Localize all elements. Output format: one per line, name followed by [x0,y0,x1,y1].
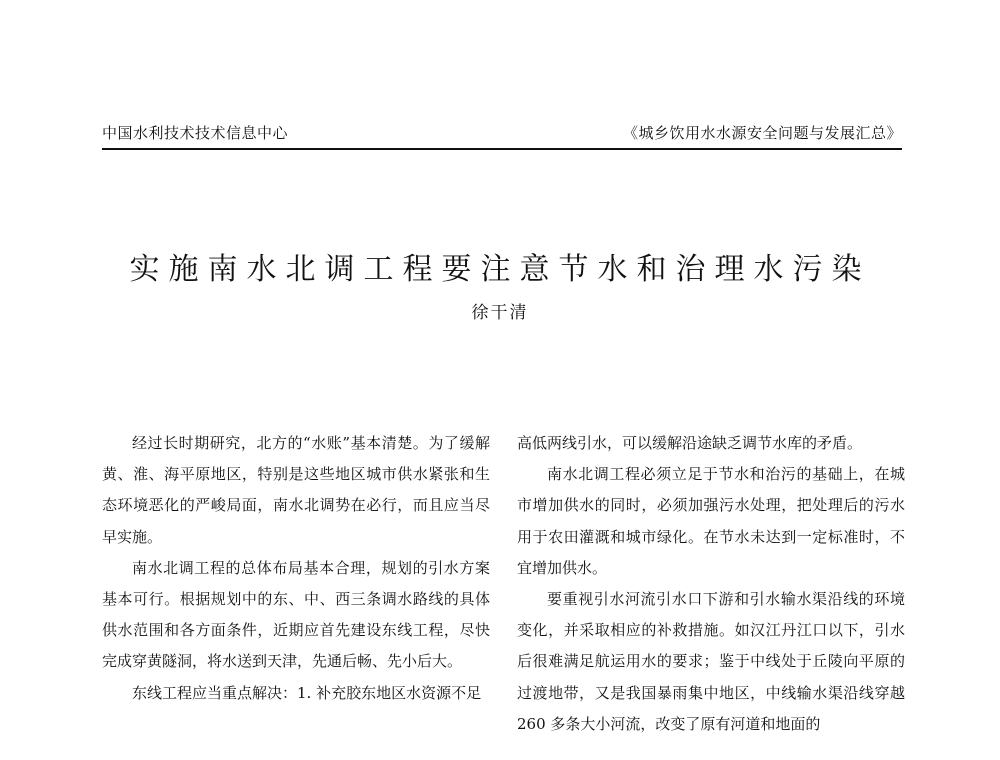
header-publication-title: 《城乡饮用水水源安全问题与发展汇总》 [622,124,902,142]
running-header [102,122,902,150]
paragraph: 要重视引水河流引水口下游和引水输水渠沿线的环境变化，并采取相应的补救措施。如汉江丹江口以下，引水后很难满足航运用水的要求；鉴于中线处于丘陵向平原的过渡地带，又是我国暴雨集中地区，中线输水渠沿线穿越 260 多条大小河流，改变了原有河道和地面的 [517,590,905,733]
paragraph: 经过长时期研究，北方的“水账”基本清楚。为了缓解黄、淮、海平原地区，特别是这些地区城市供水紧张和生态环境恶化的严峻局面，南水北调势在必行，而且应当尽早实施。 [102,434,490,546]
paragraph: 南水北调工程的总体布局基本合理，规划的引水方案基本可行。根据规划中的东、中、西三条调水路线的具体供水范围和各方面条件，近期应首先建设东线工程，尽快完成穿黄隧洞，将水送到天津，先通后畅、先小后大。 [102,558,490,671]
body-column-left [102,428,490,709]
header-publisher: 中国水利技术技术信息中心 [102,124,289,142]
paragraph: 东线工程应当重点解决：1. 补充胶东地区水资源不足 [132,683,482,702]
article-title: 实施南水北调工程要注意节水和治理水污染 [129,252,871,287]
paragraph: 南水北调工程必须立足于节水和治污的基础上，在城市增加供水的同时，必须加强污水处理，把处理后的污水用于农田灌溉和城市绿化。在节水未达到一定标准时，不宜增加供水。 [517,465,905,577]
paragraph: 高低两线引水，可以缓解沿途缺乏调节水库的矛盾。 [517,434,863,452]
body-column-right [517,428,905,740]
article-author: 徐干清 [471,303,529,323]
